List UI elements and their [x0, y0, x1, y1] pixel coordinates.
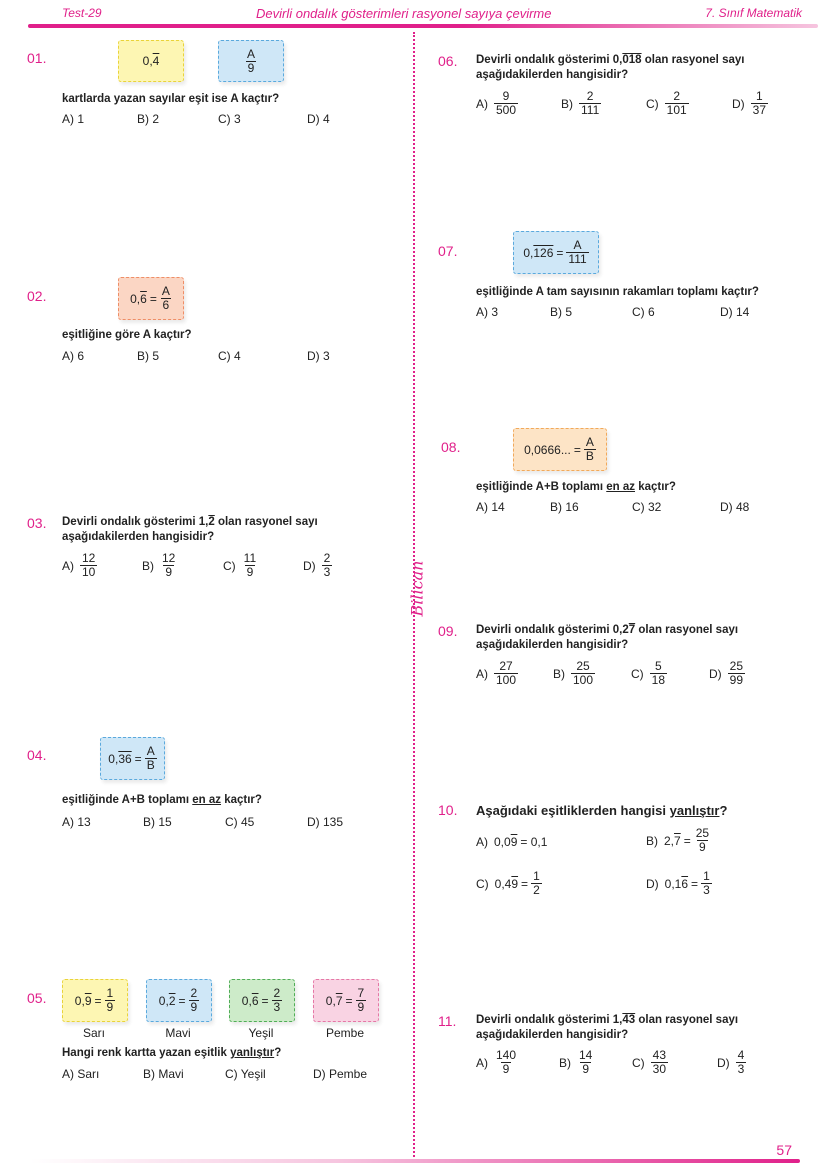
q03-d-den: 3 — [323, 565, 331, 579]
q02-stem: eşitliğine göre A kaçtır? — [62, 329, 192, 341]
header-rule — [28, 24, 818, 28]
q09-option-a[interactable] — [476, 660, 518, 687]
q05-card1-rep: 9 — [84, 993, 92, 1008]
q05-stem-b: ? — [274, 1047, 282, 1059]
q05-card4-num: 7 — [357, 986, 365, 1000]
q04-option-b[interactable]: B) 15 — [143, 815, 172, 829]
q10-b-rep: 7 — [674, 833, 681, 848]
q04-stem-underlined: en az — [192, 794, 222, 806]
q06-stem-a: Devirli ondalık gösterimi 0, — [476, 54, 623, 66]
q06-d-num: 1 — [756, 89, 763, 103]
q11-option-b-label: B) — [559, 1055, 571, 1070]
q05-card4-den: 9 — [357, 1000, 365, 1014]
q01-card2-den: 9 — [247, 60, 255, 75]
q03-stem — [62, 515, 318, 545]
q09-option-b[interactable] — [553, 660, 595, 687]
q10-number: 10. — [438, 802, 458, 818]
q11-option-d[interactable] — [717, 1049, 746, 1076]
q05-caption-green: Yeşil — [248, 1026, 274, 1040]
q03-option-c-fraction — [242, 552, 258, 579]
q05-stem-underlined: yanlıştır — [230, 1047, 275, 1059]
q01-card1-int: 0, — [142, 54, 153, 68]
q05-stem — [62, 1046, 281, 1061]
q10-a-rhs: = 0,1 — [520, 835, 548, 849]
q09-option-a-fraction — [494, 660, 518, 687]
q09-option-c-fraction — [650, 660, 667, 687]
q05-card2-fraction — [189, 987, 200, 1014]
q11-c-num: 43 — [652, 1048, 667, 1062]
q06-option-d-fraction — [751, 90, 768, 117]
q03-b-den: 9 — [165, 565, 173, 579]
q05-card1-num: 1 — [106, 986, 114, 1000]
q06-option-a-fraction — [494, 90, 518, 117]
q10-b-eq: = — [683, 833, 691, 848]
q06-c-num: 2 — [673, 89, 681, 103]
q05-card2-num: 2 — [190, 986, 198, 1000]
q11-option-d-label: D) — [717, 1055, 730, 1070]
q03-number: 03. — [27, 515, 47, 531]
q09-d-den: 99 — [729, 673, 744, 687]
q07-card-fraction — [566, 239, 588, 266]
q08-stem-b: kaçtır? — [635, 481, 676, 493]
q11-a-den: 9 — [502, 1062, 510, 1076]
q05-card2-eq: = — [178, 993, 186, 1008]
q05-option-a[interactable]: A) Sarı — [62, 1067, 100, 1081]
q07-card-num: A — [573, 238, 582, 252]
q09-stem — [476, 623, 738, 653]
q08-option-d[interactable]: D) 48 — [720, 500, 750, 514]
q06-b-num: 2 — [586, 89, 594, 103]
q03-stem-line2: aşağıdakilerden hangisidir? — [62, 531, 215, 543]
q07-card-int: 0, — [523, 245, 534, 260]
q09-option-d-fraction — [728, 660, 745, 687]
q11-option-c-fraction — [651, 1049, 668, 1076]
q11-d-num: 4 — [737, 1048, 745, 1062]
q10-d-rep: 6 — [681, 876, 689, 891]
q01-option-b[interactable]: B) 2 — [137, 112, 160, 126]
q04-option-c[interactable]: C) 45 — [225, 815, 255, 829]
brand-logo — [397, 555, 431, 625]
q04-number: 04. — [27, 747, 47, 763]
q09-stem-line2: aşağıdakilerden hangisidir? — [476, 639, 629, 651]
q08-option-c[interactable]: C) 32 — [632, 500, 662, 514]
q06-stem — [476, 53, 744, 83]
q07-stem: eşitliğinde A tam sayısının rakamları toplamı kaçtır? — [476, 286, 759, 298]
q01-card-yellow — [118, 40, 184, 82]
q04-stem-a: eşitliğinde A+B toplamı — [62, 794, 193, 806]
q11-stem — [476, 1013, 738, 1043]
q03-a-den: 10 — [82, 565, 96, 579]
q11-option-c[interactable] — [632, 1049, 668, 1076]
q05-card-green — [229, 979, 295, 1022]
q02-card — [118, 277, 184, 320]
q10-option-a-label: A) — [476, 835, 488, 849]
course-label: 7. Sınıf Matematik — [705, 6, 802, 20]
q09-number: 09. — [438, 623, 458, 639]
q05-card3-den: 3 — [273, 1000, 281, 1014]
q11-stem-line2: aşağıdakilerden hangisidir? — [476, 1029, 629, 1041]
q11-a-num: 140 — [496, 1048, 517, 1062]
q11-d-den: 3 — [737, 1062, 745, 1076]
q09-option-a-label: A) — [476, 666, 488, 681]
q11-c-den: 30 — [652, 1062, 667, 1076]
q05-card3-num: 2 — [273, 986, 281, 1000]
q03-option-a-label: A) — [62, 558, 74, 573]
q03-c-num: 11 — [243, 551, 257, 565]
q09-a-den: 100 — [496, 673, 517, 687]
q08-stem-a: eşitliğinde A+B toplamı — [476, 481, 607, 493]
q05-caption-pink: Pembe — [325, 1026, 365, 1040]
q05-caption-yellow: Sarı — [82, 1026, 105, 1040]
q05-card4-int: 0, — [325, 993, 336, 1008]
q06-a-num: 9 — [502, 89, 510, 103]
q10-a-int: 0,0 — [494, 835, 511, 849]
q06-option-d[interactable] — [732, 90, 768, 117]
q09-a-num: 27 — [499, 659, 513, 673]
q05-card4-rep: 7 — [335, 993, 343, 1008]
q11-option-b-fraction — [577, 1049, 594, 1076]
q10-c-fraction — [531, 870, 542, 897]
q10-d-fraction — [701, 870, 712, 897]
q09-c-num: 5 — [655, 659, 662, 673]
q11-option-a-label: A) — [476, 1055, 488, 1070]
q03-d-num: 2 — [323, 551, 331, 565]
q10-c-rep: 9 — [511, 876, 519, 891]
q01-card2-num: A — [246, 46, 255, 61]
q04-stem-b: kaçtır? — [221, 794, 262, 806]
footer-rule — [30, 1159, 800, 1163]
q03-stem-rep: 2 — [208, 516, 215, 528]
q06-option-a-label: A) — [476, 96, 488, 111]
q10-option-a[interactable] — [476, 835, 547, 849]
q01-option-d[interactable]: D) 4 — [307, 112, 330, 126]
q02-option-b[interactable]: B) 5 — [137, 349, 160, 363]
q05-option-c[interactable]: C) Yeşil — [225, 1067, 266, 1081]
q11-option-a-fraction — [494, 1049, 518, 1076]
q08-card — [513, 428, 607, 471]
q06-option-b-fraction — [579, 90, 601, 117]
q10-d-num: 1 — [703, 869, 710, 883]
q10-c-den: 2 — [533, 883, 540, 897]
q03-stem-a: Devirli ondalık gösterimi 1, — [62, 516, 209, 528]
q04-card-den: B — [146, 758, 155, 772]
q06-stem-rep: 018 — [622, 54, 642, 66]
q10-a-rep: 9 — [510, 835, 518, 849]
q05-card1-int: 0, — [74, 993, 85, 1008]
brand-text: Bilican — [407, 560, 427, 617]
q05-card4-fraction — [356, 987, 367, 1014]
q07-option-c[interactable]: C) 6 — [632, 305, 655, 319]
q10-b-int: 2, — [664, 833, 675, 848]
q10-option-d[interactable] — [646, 870, 712, 897]
q03-option-b[interactable] — [142, 552, 177, 579]
q04-card-int: 0, — [108, 751, 119, 766]
q09-option-d[interactable] — [709, 660, 745, 687]
q09-option-c-label: C) — [631, 666, 644, 681]
q01-number: 01. — [27, 50, 47, 66]
q09-stem-b: olan rasyonel sayı — [635, 624, 739, 636]
q11-b-den: 9 — [582, 1062, 590, 1076]
q03-option-b-label: B) — [142, 558, 154, 573]
q03-stem-b: olan rasyonel sayı — [214, 516, 318, 528]
q10-b-den: 9 — [699, 840, 706, 854]
q04-card-eq: = — [134, 751, 142, 766]
q09-option-b-label: B) — [553, 666, 565, 681]
q10-d-eq: = — [691, 876, 699, 891]
q03-option-c[interactable] — [223, 552, 258, 579]
q05-card3-rep: 6 — [251, 993, 259, 1008]
q10-stem-b: ? — [719, 803, 728, 818]
q09-b-den: 100 — [573, 673, 594, 687]
q10-b-fraction — [694, 827, 711, 854]
q01-card1-rep: 4 — [152, 54, 160, 68]
q02-option-d[interactable]: D) 3 — [307, 349, 330, 363]
q06-stem-b: olan rasyonel sayı — [641, 54, 745, 66]
q07-card-eq: = — [556, 245, 564, 260]
q08-option-a[interactable]: A) 14 — [476, 500, 505, 514]
q11-option-c-label: C) — [632, 1055, 645, 1070]
q01-stem: kartlarda yazan sayılar eşit ise A kaçtır? — [62, 93, 280, 105]
q05-card-blue — [146, 979, 212, 1022]
q10-option-b-label: B) — [646, 833, 658, 848]
q07-number: 07. — [438, 243, 458, 259]
q05-number: 05. — [27, 990, 47, 1006]
q05-card-pink — [313, 979, 379, 1022]
q08-card-num: A — [585, 435, 594, 449]
q02-card-den: 6 — [162, 298, 170, 312]
q07-option-b[interactable]: B) 5 — [550, 305, 573, 319]
q02-card-fraction — [160, 285, 172, 312]
q10-c-int: 0,4 — [494, 876, 512, 891]
q10-stem — [476, 803, 727, 818]
page-header — [0, 0, 828, 30]
q08-card-value: 0,0666... — [524, 442, 571, 457]
q09-option-d-label: D) — [709, 666, 722, 681]
q02-card-num: A — [161, 284, 170, 298]
q05-stem-a: Hangi renk kartta yazan eşitlik — [62, 1047, 231, 1059]
q06-option-c-label: C) — [646, 96, 659, 111]
q10-d-den: 3 — [703, 883, 710, 897]
q03-c-den: 9 — [246, 565, 254, 579]
q05-caption-blue: Mavi — [165, 1026, 191, 1040]
q08-stem — [476, 480, 676, 495]
q06-option-a[interactable] — [476, 90, 518, 117]
page-number: 57 — [776, 1142, 792, 1158]
q01-card2-fraction — [245, 48, 257, 75]
q01-card-blue — [218, 40, 284, 82]
q06-stem-line2: aşağıdakilerden hangisidir? — [476, 69, 629, 81]
q05-option-d[interactable]: D) Pembe — [313, 1067, 368, 1081]
q04-card-rep: 36 — [118, 751, 132, 766]
q11-option-a[interactable] — [476, 1049, 518, 1076]
q07-option-a[interactable]: A) 3 — [476, 305, 499, 319]
q04-stem — [62, 793, 262, 808]
q04-card-fraction — [145, 745, 157, 772]
q11-b-num: 14 — [579, 1048, 593, 1062]
q03-option-d-fraction — [322, 552, 333, 579]
q09-d-num: 25 — [729, 659, 744, 673]
q06-option-c[interactable] — [646, 90, 689, 117]
q10-option-c-label: C) — [476, 876, 489, 891]
q04-card — [100, 737, 165, 780]
q03-option-c-label: C) — [223, 558, 236, 573]
q02-card-int: 0, — [130, 291, 141, 306]
q10-b-num: 25 — [695, 826, 710, 840]
q02-card-rep: 6 — [140, 291, 147, 306]
q03-option-d-label: D) — [303, 558, 316, 573]
q02-option-c[interactable]: C) 4 — [218, 349, 241, 363]
q10-option-c[interactable] — [476, 870, 542, 897]
q07-card — [513, 231, 599, 274]
q06-option-b-label: B) — [561, 96, 573, 111]
q08-option-b[interactable]: B) 16 — [550, 500, 579, 514]
q06-c-den: 101 — [666, 103, 687, 117]
q11-number: 11. — [438, 1013, 457, 1029]
q06-option-b[interactable] — [561, 90, 601, 117]
q03-b-num: 12 — [162, 551, 176, 565]
q08-stem-underlined: en az — [606, 481, 636, 493]
q03-option-a[interactable] — [62, 552, 97, 579]
q01-option-a[interactable]: A) 1 — [62, 112, 85, 126]
q10-d-int: 0,1 — [664, 876, 682, 891]
q06-option-c-fraction — [665, 90, 689, 117]
q04-option-a[interactable]: A) 13 — [62, 815, 91, 829]
q07-card-rep: 126 — [533, 245, 554, 260]
q07-option-d[interactable]: D) 14 — [720, 305, 750, 319]
q09-stem-rep: 7 — [628, 624, 636, 636]
q05-card3-eq: = — [261, 993, 269, 1008]
q01-option-c[interactable]: C) 3 — [218, 112, 241, 126]
page-title: Devirli ondalık gösterimleri rasyonel sayıya çevirme — [256, 6, 552, 21]
q02-option-a[interactable]: A) 6 — [62, 349, 85, 363]
q10-c-eq: = — [521, 876, 529, 891]
q03-option-b-fraction — [160, 552, 177, 579]
q10-stem-a: Aşağıdaki eşitliklerden hangisi — [476, 803, 670, 818]
q08-card-fraction — [584, 436, 596, 463]
q05-card-yellow — [62, 979, 128, 1022]
q10-option-d-label: D) — [646, 876, 659, 891]
q02-card-eq: = — [149, 291, 157, 306]
q05-card1-fraction — [105, 987, 116, 1014]
q05-option-b[interactable]: B) Mavi — [143, 1067, 184, 1081]
q05-card3-fraction — [272, 987, 283, 1014]
q05-card2-int: 0, — [158, 993, 169, 1008]
q10-option-b[interactable] — [646, 827, 711, 854]
q03-a-num: 12 — [82, 551, 96, 565]
q11-stem-rep: 43 — [622, 1014, 636, 1026]
q08-number: 08. — [441, 439, 461, 455]
q05-card4-eq: = — [345, 993, 353, 1008]
q02-number: 02. — [27, 288, 47, 304]
q09-b-num: 25 — [576, 659, 590, 673]
q03-option-a-fraction — [80, 552, 97, 579]
q11-stem-b: olan rasyonel sayı — [635, 1014, 739, 1026]
q06-number: 06. — [438, 53, 458, 69]
q09-c-den: 18 — [651, 673, 666, 687]
q06-option-d-label: D) — [732, 96, 745, 111]
q04-card-num: A — [146, 744, 155, 758]
q03-option-d[interactable] — [303, 552, 332, 579]
q11-option-d-fraction — [736, 1049, 747, 1076]
q11-option-b[interactable] — [559, 1049, 594, 1076]
q08-card-eq: = — [573, 442, 581, 457]
q10-c-num: 1 — [533, 869, 540, 883]
q05-card1-den: 9 — [106, 1000, 114, 1014]
q05-card2-den: 9 — [190, 1000, 198, 1014]
q06-d-den: 37 — [752, 103, 767, 117]
q06-a-den: 500 — [496, 103, 517, 117]
q11-stem-a: Devirli ondalık gösterimi 1, — [476, 1014, 623, 1026]
q10-stem-underlined: yanlıştır — [669, 803, 720, 818]
q05-card1-eq: = — [94, 993, 102, 1008]
q09-stem-a: Devirli ondalık gösterimi 0,2 — [476, 624, 629, 636]
test-label: Test-29 — [62, 6, 102, 20]
q08-card-den: B — [585, 449, 594, 463]
q09-option-b-fraction — [571, 660, 595, 687]
q06-b-den: 111 — [581, 103, 600, 117]
q09-option-c[interactable] — [631, 660, 667, 687]
q04-option-d[interactable]: D) 135 — [307, 815, 344, 829]
q07-card-den: 111 — [568, 252, 587, 266]
q05-card3-int: 0, — [241, 993, 252, 1008]
q05-card2-rep: 2 — [168, 993, 176, 1008]
